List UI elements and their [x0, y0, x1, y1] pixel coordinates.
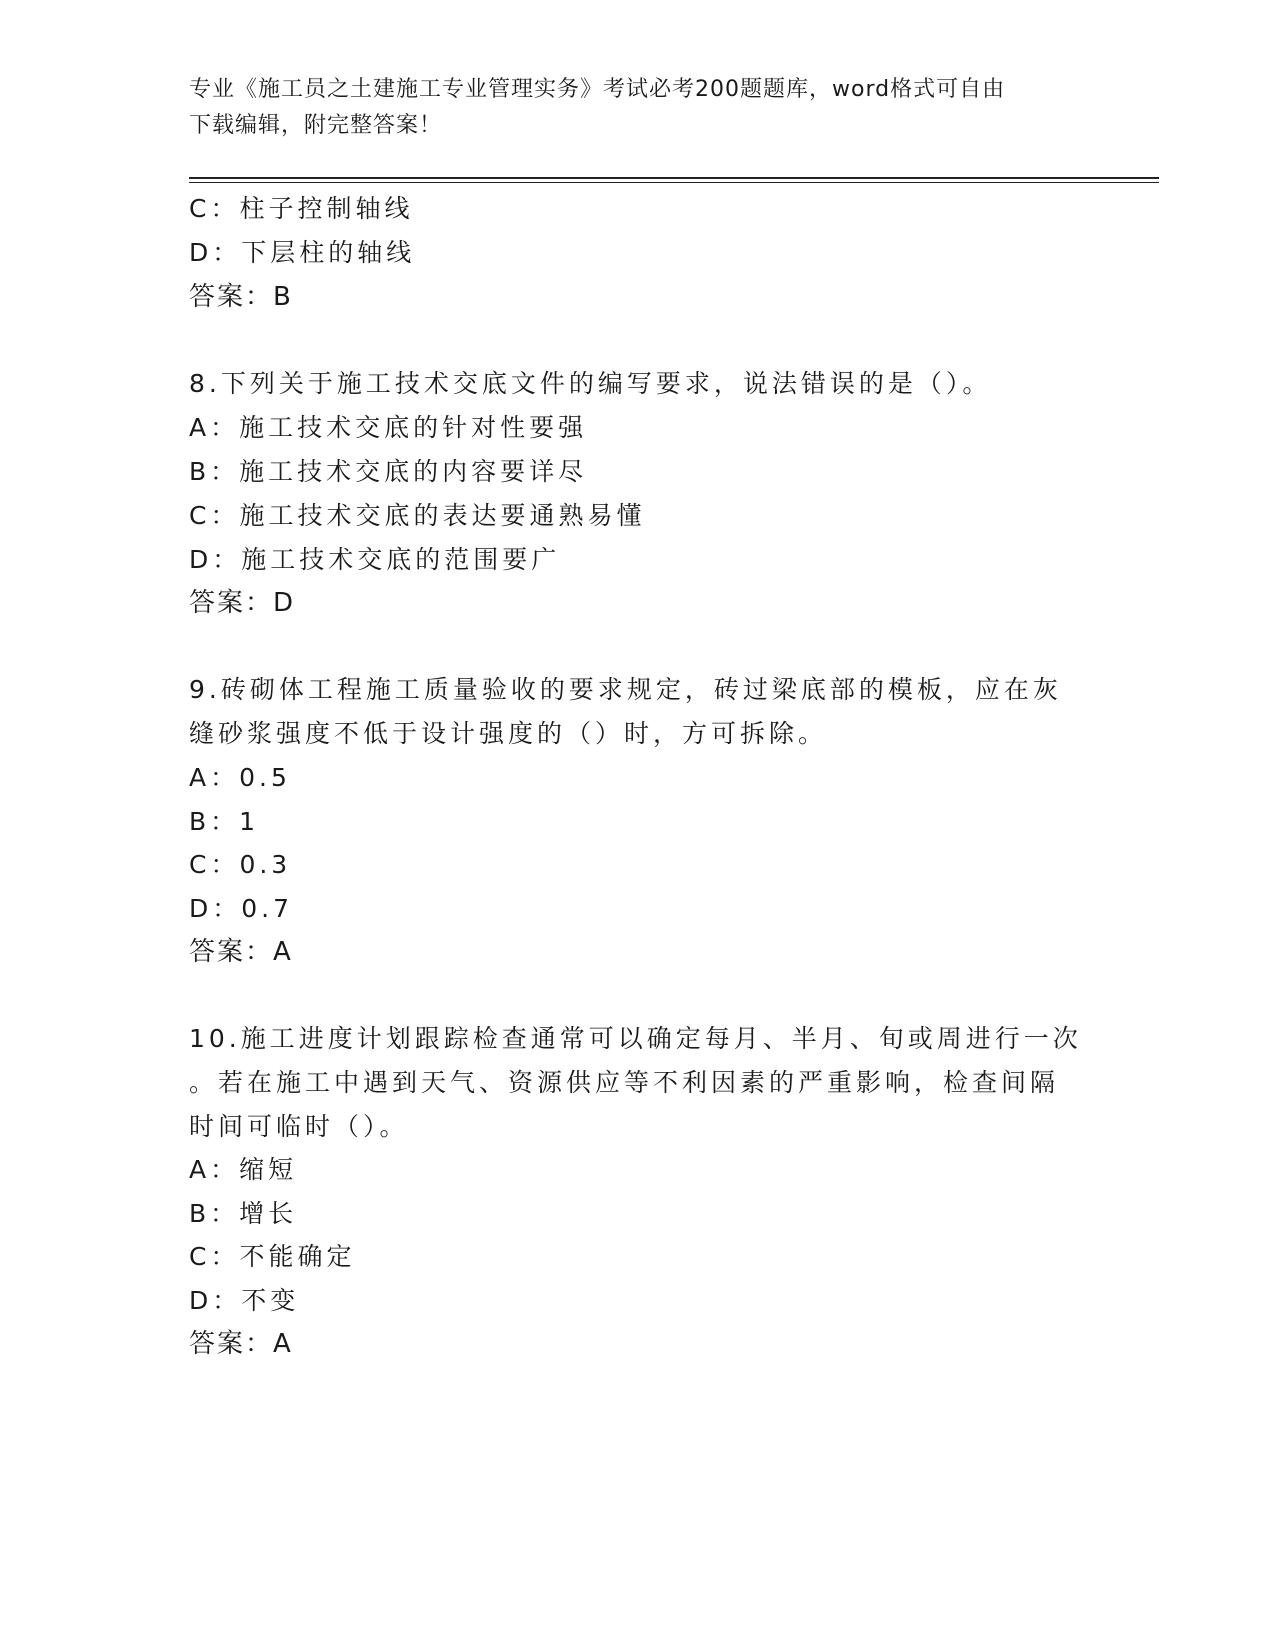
- q10-option-a: A：缩短: [189, 1155, 298, 1184]
- header-divider-thick: [189, 177, 1159, 179]
- q7-answer: 答案：B: [189, 282, 293, 312]
- q8-stem: 8.下列关于施工技术交底文件的编写要求，说法错误的是（）。: [189, 369, 992, 398]
- q10-stem-line-3: 时间可临时（）。: [189, 1112, 409, 1141]
- q10-stem-line-2: 。若在施工中遇到天气、资源供应等不利因素的严重影响，检查间隔: [189, 1068, 1060, 1097]
- header-divider-thin: [189, 182, 1159, 183]
- q8-option-a: A：施工技术交底的针对性要强: [189, 413, 588, 442]
- q8-answer: 答案：D: [189, 588, 296, 618]
- q8-option-c: C：施工技术交底的表达要通熟易懂: [189, 501, 646, 530]
- q10-option-d: D：不变: [189, 1286, 300, 1315]
- header-line-2: 下载编辑，附完整答案！: [189, 113, 443, 138]
- q9-option-b: B：1: [189, 807, 260, 836]
- q10-stem-line-1: 10.施工进度计划跟踪检查通常可以确定每月、半月、旬或周进行一次: [189, 1024, 1082, 1053]
- document-header: [189, 72, 1069, 144]
- q9-option-a: A：0.5: [189, 763, 291, 792]
- q8-option-d: D：施工技术交底的范围要广: [189, 545, 561, 574]
- q7-option-c: C：柱子控制轴线: [189, 194, 414, 223]
- q9-stem-line-1: 9.砖砌体工程施工质量验收的要求规定，砖过梁底部的模板，应在灰: [189, 675, 1062, 704]
- q10-answer: 答案：A: [189, 1329, 293, 1359]
- q9-stem-line-2: 缝砂浆强度不低于设计强度的（）时，方可拆除。: [189, 719, 828, 748]
- header-line-1: 专业《施工员之土建施工专业管理实务》考试必考200题题库，word格式可自由: [189, 77, 1006, 102]
- q10-option-c: C：不能确定: [189, 1242, 356, 1271]
- q10-option-b: B：增长: [189, 1199, 298, 1228]
- q9-option-d: D：0.7: [189, 894, 294, 923]
- q8-option-b: B：施工技术交底的内容要详尽: [189, 457, 588, 486]
- q7-option-d: D：下层柱的轴线: [189, 238, 416, 267]
- q9-answer: 答案：A: [189, 937, 293, 967]
- q9-option-c: C：0.3: [189, 850, 292, 879]
